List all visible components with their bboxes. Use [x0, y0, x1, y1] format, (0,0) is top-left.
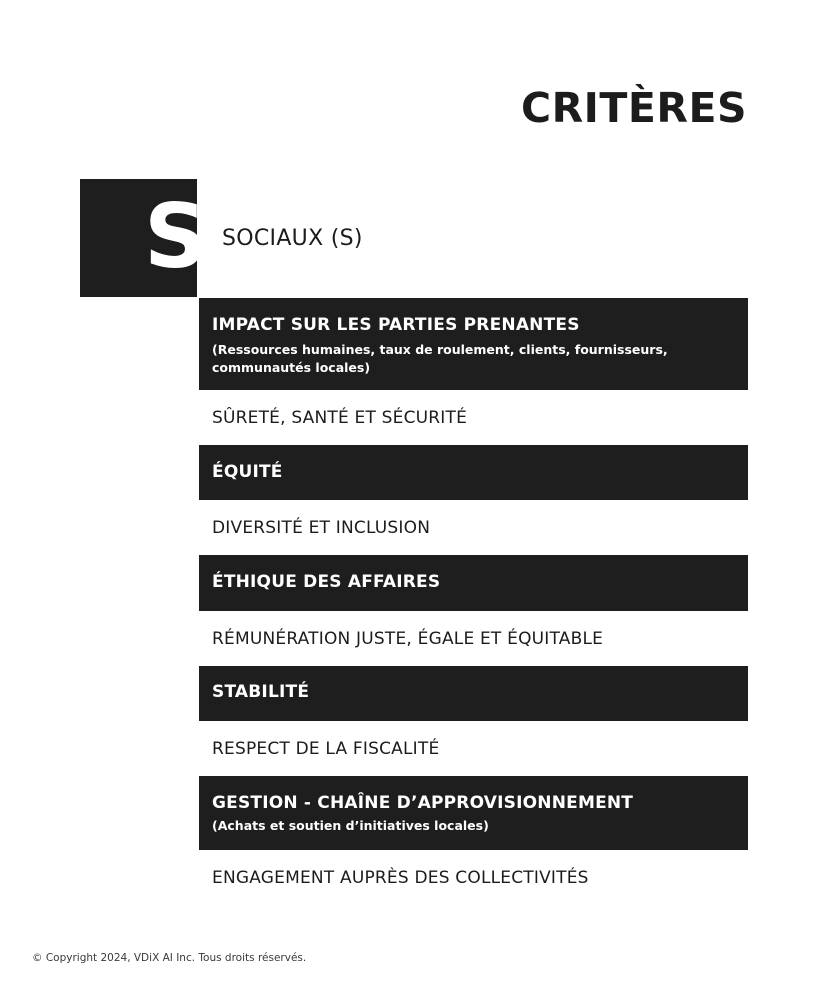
copyright-footer: © Copyright 2024, VDiX AI Inc. Tous droits réservés. [32, 952, 307, 964]
section-letter-badge [80, 179, 208, 297]
criteria-item-label: ÉQUITÉ [212, 462, 283, 482]
criteria-item [199, 390, 748, 445]
criteria-item-subtext: (Achats et soutien d’initiatives locales) [212, 818, 489, 833]
criteria-item [199, 611, 748, 666]
criteria-item [199, 555, 748, 611]
criteria-item-label: RÉMUNÉRATION JUSTE, ÉGALE ET ÉQUITABLE [212, 629, 604, 649]
criteria-item-label: STABILITÉ [212, 682, 310, 702]
criteria-item-subtext: (Ressources humaines, taux de roulement, clients, fournisseurs, communautés locales) [212, 342, 668, 375]
criteria-item-label: GESTION - CHAÎNE D’APPROVISIONNEMENT [212, 793, 634, 813]
criteria-item [199, 298, 748, 390]
section-heading: SOCIAUX (S) [222, 226, 363, 251]
criteria-item-label: IMPACT SUR LES PARTIES PRENANTES [212, 315, 580, 335]
criteria-item-label: ÉTHIQUE DES AFFAIRES [212, 572, 441, 592]
section-letter: S [144, 185, 208, 288]
criteria-item [199, 500, 748, 555]
criteria-item-label: RESPECT DE LA FISCALITÉ [212, 739, 440, 759]
criteria-item [199, 776, 748, 850]
criteria-item [199, 445, 748, 500]
criteria-item-label: DIVERSITÉ ET INCLUSION [212, 518, 431, 538]
page-title: CRITÈRES [521, 84, 747, 132]
criteria-item-label: SÛRETÉ, SANTÉ ET SÉCURITÉ [212, 408, 468, 428]
criteria-item-label: ENGAGEMENT AUPRÈS DES COLLECTIVITÉS [212, 868, 589, 888]
criteria-item [199, 850, 748, 906]
criteria-item [199, 666, 748, 721]
criteria-item [199, 721, 748, 776]
